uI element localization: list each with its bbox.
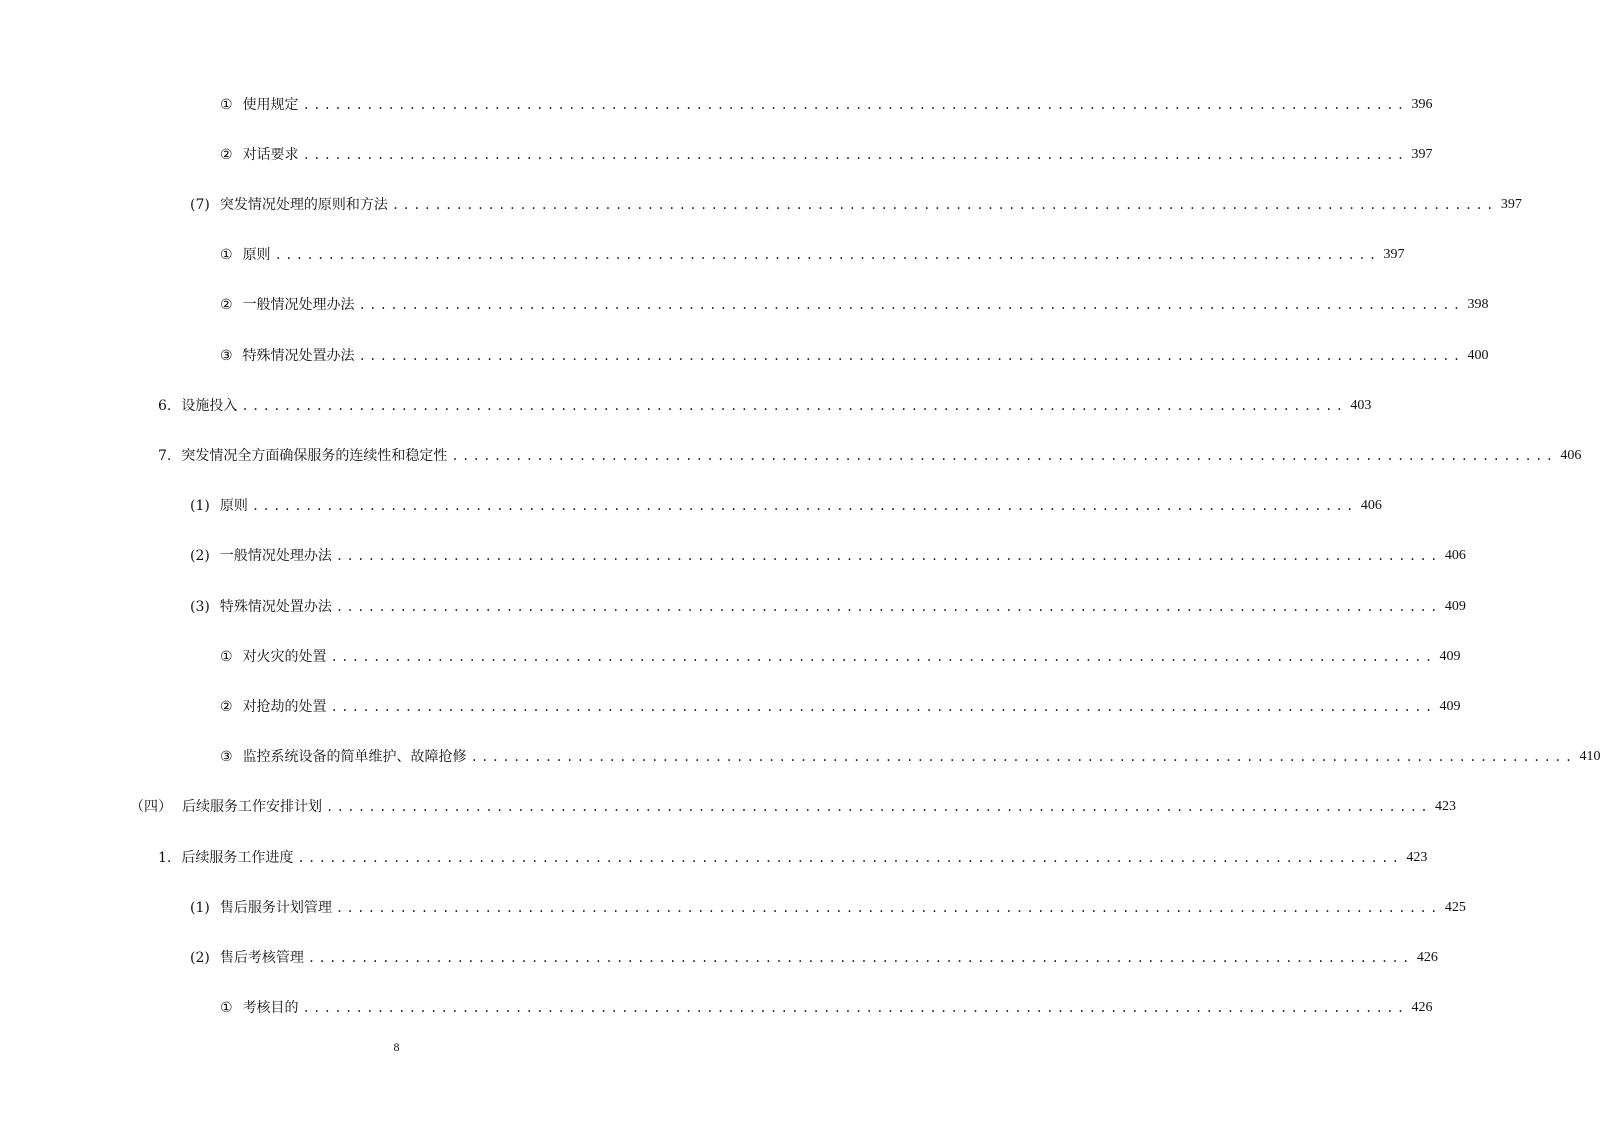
entry-title: 对抢劫的处置 bbox=[242, 699, 327, 715]
dot-leader: ........................................................................................................ bbox=[451, 449, 1557, 463]
entry-page-number: 406 bbox=[1444, 548, 1466, 563]
entry-title: 对火灾的处置 bbox=[242, 649, 327, 665]
entry-title: 监控系统设备的简单维护、故障抢修 bbox=[242, 749, 467, 765]
entry-page-number: 406 bbox=[1360, 498, 1382, 513]
dot-leader: ........................................................................................................ bbox=[302, 98, 1408, 112]
dot-leader: ........................................................................................................ bbox=[330, 700, 1436, 714]
toc-entry[interactable] bbox=[158, 445, 1582, 467]
entry-page-number: 409 bbox=[1439, 699, 1461, 714]
entry-marker: (1) bbox=[190, 900, 210, 916]
entry-title: 售后考核管理 bbox=[219, 950, 304, 966]
entry-marker: ③ bbox=[220, 749, 233, 765]
dot-leader: ........................................................................................................ bbox=[358, 298, 1464, 312]
toc-entry[interactable] bbox=[130, 796, 1456, 818]
entry-marker: (1) bbox=[190, 498, 210, 514]
entry-marker: ① bbox=[220, 97, 233, 113]
entry-title: 特殊情况处置办法 bbox=[219, 599, 332, 615]
entry-title: 突发情况处理的原则和方法 bbox=[219, 197, 388, 213]
entry-marker: (3) bbox=[190, 599, 210, 615]
entry-page-number: 426 bbox=[1411, 1000, 1433, 1015]
entry-page-number: 398 bbox=[1467, 297, 1489, 312]
entry-marker: ② bbox=[220, 699, 233, 715]
entry-page-number: 426 bbox=[1416, 950, 1438, 965]
entry-title: 售后服务计划管理 bbox=[219, 900, 332, 916]
entry-title: 设施投入 bbox=[181, 398, 238, 414]
entry-marker: ① bbox=[220, 1000, 233, 1016]
entry-title: 原则 bbox=[219, 498, 248, 514]
toc-entry[interactable] bbox=[190, 947, 1438, 969]
dot-leader: ........................................................................................................ bbox=[335, 901, 1441, 915]
entry-title: 原则 bbox=[242, 247, 271, 263]
dot-leader: ........................................................................................................ bbox=[391, 198, 1497, 212]
dot-leader: ........................................................................................................ bbox=[302, 148, 1408, 162]
entry-marker: ③ bbox=[220, 348, 233, 364]
dot-leader: ........................................................................................................ bbox=[297, 851, 1403, 865]
entry-page-number: 403 bbox=[1350, 398, 1372, 413]
toc-entry[interactable] bbox=[158, 395, 1372, 417]
entry-title: 后续服务工作进度 bbox=[181, 850, 294, 866]
entry-marker: ② bbox=[220, 147, 233, 163]
toc-entry[interactable] bbox=[220, 997, 1433, 1019]
entry-marker: (7) bbox=[190, 197, 210, 213]
entry-marker: 7. bbox=[158, 448, 172, 464]
dot-leader: ........................................................................................................ bbox=[251, 499, 1357, 513]
toc-entry[interactable] bbox=[220, 646, 1461, 668]
entry-title: 突发情况全方面确保服务的连续性和稳定性 bbox=[181, 448, 448, 464]
toc-entry[interactable] bbox=[190, 495, 1382, 517]
toc-entry[interactable] bbox=[220, 244, 1405, 266]
dot-leader: ........................................................................................................ bbox=[326, 800, 1431, 814]
toc-entry[interactable] bbox=[220, 345, 1489, 367]
entry-marker: ① bbox=[220, 247, 233, 263]
entry-page-number: 406 bbox=[1560, 448, 1582, 463]
toc-entry[interactable] bbox=[220, 746, 1601, 768]
toc-entry[interactable] bbox=[220, 696, 1461, 718]
entry-title: 一般情况处理办法 bbox=[219, 548, 332, 564]
entry-page-number: 409 bbox=[1439, 649, 1461, 664]
entry-page-number: 410 bbox=[1579, 749, 1601, 764]
entry-title: 后续服务工作安排计划 bbox=[182, 799, 322, 815]
entry-page-number: 397 bbox=[1411, 147, 1433, 162]
entry-page-number: 400 bbox=[1467, 348, 1489, 363]
entry-page-number: 397 bbox=[1383, 247, 1405, 262]
dot-leader: ........................................................................................................ bbox=[470, 750, 1576, 764]
entry-marker: ② bbox=[220, 297, 233, 313]
dot-leader: ........................................................................................................ bbox=[241, 399, 1347, 413]
entry-title: 特殊情况处置办法 bbox=[242, 348, 355, 364]
dot-leader: ........................................................................................................ bbox=[307, 951, 1413, 965]
dot-leader: ........................................................................................................ bbox=[330, 650, 1436, 664]
toc-entry[interactable] bbox=[220, 144, 1433, 166]
dot-leader: ........................................................................................................ bbox=[335, 549, 1441, 563]
dot-leader: ........................................................................................................ bbox=[302, 1001, 1408, 1015]
entry-marker: （四） bbox=[130, 799, 172, 815]
footer-page-number: 8 bbox=[393, 1040, 400, 1054]
dot-leader: ........................................................................................................ bbox=[358, 349, 1464, 363]
entry-title: 使用规定 bbox=[242, 97, 299, 113]
entry-marker: ① bbox=[220, 649, 233, 665]
entry-page-number: 423 bbox=[1434, 799, 1456, 814]
toc-entry[interactable] bbox=[220, 294, 1489, 316]
entry-page-number: 423 bbox=[1406, 850, 1428, 865]
entry-page-number: 397 bbox=[1500, 197, 1522, 212]
entry-marker: 6. bbox=[158, 398, 172, 414]
toc-entry[interactable] bbox=[190, 194, 1522, 216]
dot-leader: ........................................................................................................ bbox=[274, 248, 1380, 262]
entry-page-number: 396 bbox=[1411, 97, 1433, 112]
entry-title: 对话要求 bbox=[242, 147, 299, 163]
entry-marker: (2) bbox=[190, 548, 210, 564]
toc-entry[interactable] bbox=[190, 897, 1466, 919]
toc-entry[interactable] bbox=[190, 596, 1466, 618]
entry-marker: 1. bbox=[158, 850, 172, 866]
entry-title: 一般情况处理办法 bbox=[242, 297, 355, 313]
entry-marker: (2) bbox=[190, 950, 210, 966]
toc-entry[interactable] bbox=[190, 545, 1466, 567]
entry-page-number: 409 bbox=[1444, 599, 1466, 614]
dot-leader: ........................................................................................................ bbox=[335, 600, 1441, 614]
toc-entry[interactable] bbox=[220, 94, 1433, 116]
toc-entry[interactable] bbox=[158, 847, 1428, 869]
entry-page-number: 425 bbox=[1444, 900, 1466, 915]
entry-title: 考核目的 bbox=[242, 1000, 299, 1016]
